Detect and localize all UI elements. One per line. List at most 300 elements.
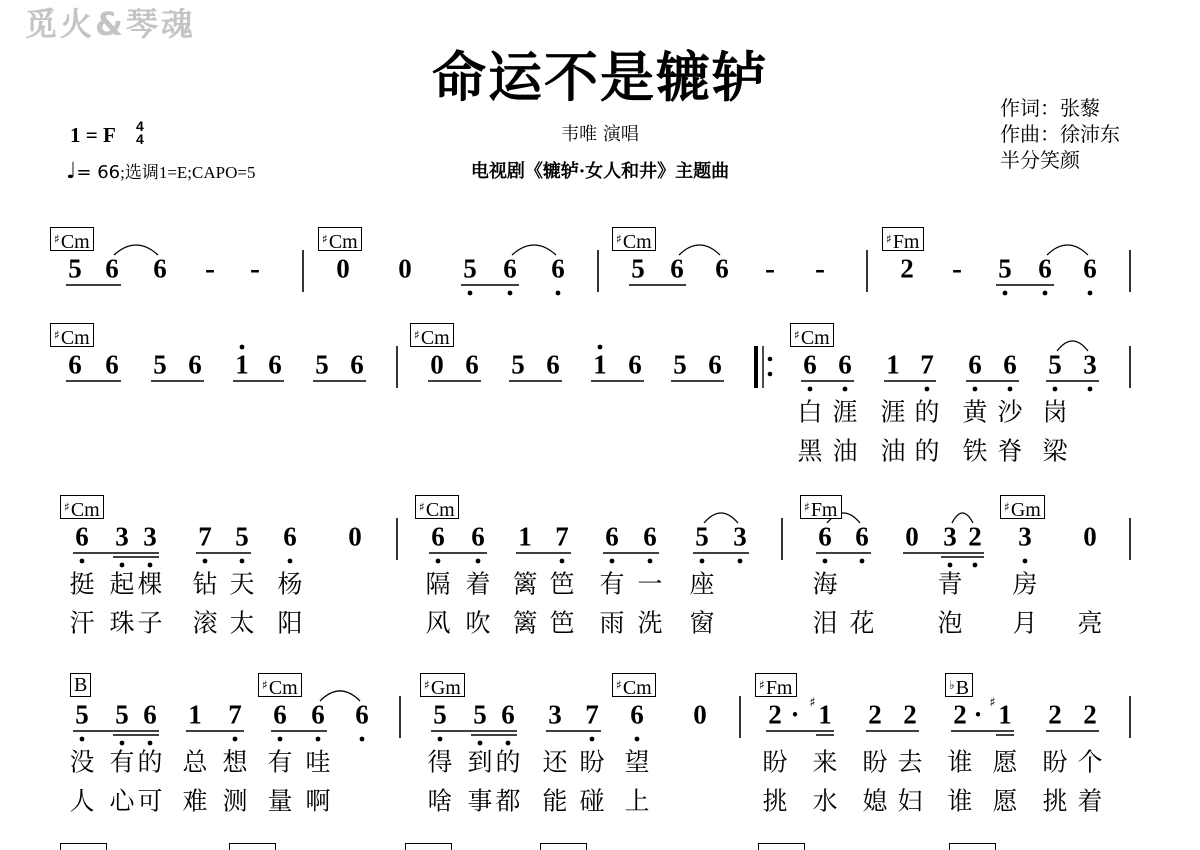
time-signature-top: 4	[136, 118, 144, 134]
lyric-char: 望	[624, 747, 650, 777]
note-digit: 7	[228, 699, 242, 730]
note	[250, 254, 260, 284]
lyric-char: 盼	[1042, 747, 1068, 777]
low-octave-dot	[468, 291, 473, 296]
low-octave-dot	[508, 291, 513, 296]
note-digit: 1	[886, 349, 900, 380]
note-digit: 5	[153, 349, 167, 380]
lyric-char: 媳	[862, 786, 888, 816]
low-octave-dot	[120, 741, 125, 746]
low-octave-dot	[360, 737, 365, 742]
lyric-char: 来	[812, 747, 838, 777]
note	[670, 253, 684, 284]
low-octave-dot	[700, 559, 705, 564]
note	[188, 349, 202, 380]
lyric-char: 篱	[512, 608, 538, 638]
low-octave-dot	[635, 737, 640, 742]
chord-box	[790, 323, 834, 347]
note-digit: 6	[471, 521, 485, 552]
chord-name: Fm	[765, 677, 793, 699]
note	[188, 699, 202, 730]
low-octave-dot	[556, 291, 561, 296]
lyric-char: 盼	[762, 747, 788, 777]
lyric-char: 还	[542, 747, 568, 777]
note	[968, 349, 982, 380]
low-octave-dot	[278, 737, 283, 742]
note	[838, 349, 852, 380]
lyric-char: 有	[599, 569, 625, 599]
note-digit: 0	[398, 253, 412, 284]
lyric-char: 油	[880, 436, 906, 466]
note-digit: 3	[548, 699, 562, 730]
lyric-char: 着	[465, 569, 491, 599]
lyric-char: 谁	[947, 747, 973, 777]
lyric-char: 月	[1012, 608, 1038, 638]
lyric-char: 海	[812, 569, 838, 599]
note	[605, 521, 619, 552]
lyric-char: 沙	[997, 397, 1023, 427]
low-octave-dot	[560, 559, 565, 564]
note	[143, 699, 157, 730]
note	[903, 699, 917, 730]
lyric-char: 挑	[762, 786, 788, 816]
note	[105, 349, 119, 380]
note-digit: 1	[998, 699, 1012, 730]
lyric-char: 笆	[549, 608, 575, 638]
note-digit: -	[952, 252, 962, 286]
repeat-dot	[768, 357, 773, 362]
note	[628, 349, 642, 380]
note-digit: 5	[631, 253, 645, 284]
low-octave-dot	[478, 741, 483, 746]
lyric-char: 脊	[997, 436, 1023, 466]
note-digit: 5	[463, 253, 477, 284]
note	[1083, 253, 1097, 284]
low-octave-dot	[316, 737, 321, 742]
key-signature: 1 = F	[70, 123, 116, 147]
chord-box	[1000, 495, 1045, 519]
note	[115, 699, 129, 730]
note	[465, 349, 479, 380]
lyric-char: 挺	[69, 569, 95, 599]
note-digit: 6	[501, 699, 515, 730]
note-digit: 2	[1083, 699, 1097, 730]
partial-chord-box	[60, 843, 107, 850]
lyric-char: 涯	[832, 397, 858, 427]
note-digit: 2	[900, 253, 914, 284]
note	[1048, 349, 1062, 380]
partial-chord-box	[949, 843, 996, 850]
note-digit: 7	[585, 699, 599, 730]
chord-box	[420, 673, 465, 697]
note-digit: 0	[336, 253, 350, 284]
repeat-dot	[768, 372, 773, 377]
chord-box	[415, 495, 459, 519]
note	[555, 521, 569, 552]
note-digit: 6	[968, 349, 982, 380]
partial-chord-box	[229, 843, 276, 850]
note-digit: 6	[105, 253, 119, 284]
note-digit: 6	[143, 699, 157, 730]
lyric-char: 亮	[1077, 608, 1103, 638]
low-octave-dot	[1003, 291, 1008, 296]
chord-accidental: ♯	[419, 500, 425, 514]
chord-accidental: ♯	[886, 232, 892, 246]
chord-name: Cm	[60, 327, 90, 349]
lyric-char: 测	[222, 786, 248, 816]
note-digit: 3	[943, 521, 957, 552]
lyric-char: 去	[897, 747, 923, 777]
lyric-char: 有	[109, 747, 135, 777]
note	[1048, 699, 1062, 730]
chord-name: B	[74, 674, 88, 696]
lyric-char: 阳	[277, 608, 303, 638]
lyric-char: 黄	[962, 397, 988, 427]
note-digit: 6	[105, 349, 119, 380]
note	[235, 349, 249, 380]
note	[503, 253, 517, 284]
note	[593, 349, 607, 380]
low-octave-dot	[1008, 387, 1013, 392]
note	[315, 349, 329, 380]
note-digit: 5	[235, 521, 249, 552]
lyric-char: 难	[182, 786, 208, 816]
note	[501, 699, 515, 730]
note	[973, 699, 983, 730]
note	[673, 349, 687, 380]
chord-name: Cm	[70, 499, 100, 521]
chord-name: Cm	[268, 677, 298, 699]
note	[765, 254, 775, 284]
note	[348, 521, 362, 552]
note	[143, 521, 157, 552]
lyric-char: 洗	[637, 608, 663, 638]
note-digit: 6	[75, 521, 89, 552]
note	[1083, 699, 1097, 730]
lyric-char: 都	[495, 786, 521, 816]
note	[943, 521, 957, 552]
note	[350, 349, 364, 380]
low-octave-dot	[148, 741, 153, 746]
note-digit: -	[765, 252, 775, 286]
low-octave-dot	[148, 563, 153, 568]
low-octave-dot	[288, 559, 293, 564]
note-digit: 6	[1083, 253, 1097, 284]
lyric-char: 的	[495, 747, 521, 777]
partial-chord-box	[540, 843, 587, 850]
low-octave-dot	[738, 559, 743, 564]
low-octave-dot	[648, 559, 653, 564]
note	[205, 254, 215, 284]
note-digit: 6	[431, 521, 445, 552]
song-title: 命运不是辘轳	[432, 45, 768, 109]
lyric-char: 油	[832, 436, 858, 466]
low-octave-dot	[973, 387, 978, 392]
note	[855, 521, 869, 552]
chord-accidental: ♯	[794, 328, 800, 342]
note-accidental: ♯	[989, 695, 996, 711]
note-digit: 6	[355, 699, 369, 730]
low-octave-dot	[808, 387, 813, 392]
note	[585, 699, 599, 730]
lyric-char: 能	[542, 786, 568, 816]
lyric-char: 可	[137, 786, 163, 816]
chord-name: Fm	[810, 499, 838, 521]
low-octave-dot	[948, 563, 953, 568]
note-digit: 7	[920, 349, 934, 380]
chord-box	[60, 495, 104, 519]
note-digit: 6	[838, 349, 852, 380]
note-digit: 5	[673, 349, 687, 380]
note	[355, 699, 369, 730]
note-digit: -	[205, 252, 215, 286]
chord-box	[410, 323, 454, 347]
lyric-char: 太	[229, 608, 255, 638]
lyric-char: 钻	[192, 569, 218, 599]
note	[803, 349, 817, 380]
chord-name: Cm	[60, 231, 90, 253]
tie-arc	[114, 245, 158, 255]
low-octave-dot	[973, 563, 978, 568]
note	[283, 521, 297, 552]
note-digit: 6	[350, 349, 364, 380]
note-digit: 5	[473, 699, 487, 730]
subtitle: 电视剧《辘轳·女人和井》主题曲	[470, 161, 730, 182]
chord-box	[258, 673, 302, 697]
note	[511, 349, 525, 380]
lyric-char: 棵	[137, 569, 163, 599]
note	[551, 253, 565, 284]
chord-box	[50, 227, 94, 251]
chord-name: Cm	[622, 231, 652, 253]
lyric-char: 总	[182, 747, 208, 777]
lyric-char: 谁	[947, 786, 973, 816]
note	[548, 699, 562, 730]
chord-box	[612, 227, 656, 251]
note-digit: 3	[115, 521, 129, 552]
lyric-char: 哇	[305, 747, 331, 777]
note-digit: ·	[973, 699, 983, 730]
low-octave-dot	[120, 563, 125, 568]
note-digit: 6	[273, 699, 287, 730]
note-digit: 1	[593, 349, 607, 380]
note-digit: 6	[818, 521, 832, 552]
high-octave-dot	[598, 345, 603, 350]
chord-accidental: ♯	[616, 232, 622, 246]
lyric-char: 起	[109, 569, 135, 599]
tie-arc	[320, 691, 360, 701]
lyric-char: 岗	[1042, 397, 1068, 427]
chord-box	[50, 323, 94, 347]
note	[546, 349, 560, 380]
note-digit: -	[250, 252, 260, 286]
note	[1083, 349, 1097, 380]
lyric-char: 水	[812, 786, 838, 816]
chord-accidental: ♯	[424, 678, 430, 692]
lyric-char: 铁	[962, 436, 988, 466]
low-octave-dot	[203, 559, 208, 564]
note-digit: 6	[855, 521, 869, 552]
note	[998, 253, 1012, 284]
note-digit: 6	[283, 521, 297, 552]
lyric-char: 事	[467, 786, 493, 816]
note	[518, 521, 532, 552]
note-digit: 1	[518, 521, 532, 552]
note-digit: 6	[311, 699, 325, 730]
note-digit: 5	[115, 699, 129, 730]
note	[153, 253, 167, 284]
note	[968, 521, 982, 552]
lyric-char: 青	[937, 569, 963, 599]
note-digit: 5	[1048, 349, 1062, 380]
lyric-char: 想	[222, 747, 248, 777]
quarter-note-icon: ♩	[66, 159, 77, 184]
note	[1018, 521, 1032, 552]
low-octave-dot	[823, 559, 828, 564]
lyric-char: 的	[137, 747, 163, 777]
note-digit: 0	[430, 349, 444, 380]
low-octave-dot	[925, 387, 930, 392]
low-octave-dot	[1053, 387, 1058, 392]
lyric-char: 珠	[109, 608, 135, 638]
note	[463, 253, 477, 284]
note-digit: 2	[968, 521, 982, 552]
tie-arc	[512, 245, 556, 255]
chord-accidental: ♯	[64, 500, 70, 514]
lyric-char: 梁	[1042, 436, 1068, 466]
low-octave-dot	[80, 737, 85, 742]
note	[905, 521, 919, 552]
note	[430, 349, 444, 380]
lyric-char: 白	[797, 397, 823, 427]
note	[920, 349, 934, 380]
note-digit: 2	[1048, 699, 1062, 730]
note-digit: 6	[803, 349, 817, 380]
note-digit: 5	[75, 699, 89, 730]
lyric-char: 得	[427, 747, 453, 777]
note-digit: 2	[953, 699, 967, 730]
lyric-char: 窗	[689, 608, 715, 638]
note-digit: 5	[998, 253, 1012, 284]
note-digit: 0	[1083, 521, 1097, 552]
note	[235, 521, 249, 552]
note	[433, 699, 447, 730]
chord-accidental: ♯	[54, 328, 60, 342]
note	[715, 253, 729, 284]
low-octave-dot	[436, 559, 441, 564]
chord-accidental: ♯	[54, 232, 60, 246]
note-digit: 6	[188, 349, 202, 380]
note-digit: 3	[1018, 521, 1032, 552]
lyric-char: 一	[637, 569, 663, 599]
lyric-char: 花	[849, 608, 875, 638]
low-octave-dot	[590, 737, 595, 742]
lyricist-credit: 作词：张藜	[1000, 96, 1100, 120]
chord-box	[70, 673, 91, 697]
lyric-char: 子	[137, 608, 163, 638]
note-digit: 0	[693, 699, 707, 730]
composer-credit: 作曲：徐沛东	[1000, 122, 1120, 146]
lyric-char: 量	[267, 786, 293, 816]
note-digit: 5	[695, 521, 709, 552]
note	[1038, 253, 1052, 284]
lyric-char: 盼	[579, 747, 605, 777]
lyric-char: 涯	[880, 397, 906, 427]
note-digit: 2	[868, 699, 882, 730]
lyric-char: 到	[467, 747, 493, 777]
note-digit: 6	[708, 349, 722, 380]
lyric-char: 雨	[599, 608, 625, 638]
lyric-char: 泪	[812, 608, 838, 638]
note-accidental: ♯	[809, 695, 816, 711]
low-octave-dot	[610, 559, 615, 564]
time-signature-bottom: 4	[136, 131, 144, 147]
note	[115, 521, 129, 552]
partial-chord-box	[405, 843, 452, 850]
note	[953, 699, 967, 730]
note-digit: 6	[1003, 349, 1017, 380]
note-digit: 6	[715, 253, 729, 284]
lyric-char: 啥	[427, 786, 453, 816]
note	[815, 254, 825, 284]
note	[105, 253, 119, 284]
note	[693, 699, 707, 730]
lyric-char: 泡	[937, 608, 963, 638]
note-digit: 6	[546, 349, 560, 380]
lyric-char: 隔	[425, 569, 451, 599]
chord-accidental: ♯	[322, 232, 328, 246]
note-digit: 0	[905, 521, 919, 552]
lyric-char: 座	[689, 569, 715, 599]
chord-accidental: ♯	[804, 500, 810, 514]
lyric-char: 人	[69, 786, 95, 816]
note-digit: ·	[790, 699, 800, 730]
chord-name: Fm	[892, 231, 920, 253]
chord-accidental: ♯	[262, 678, 268, 692]
chord-accidental: ♯	[1004, 500, 1010, 514]
lyric-char: 啊	[305, 786, 331, 816]
note	[431, 521, 445, 552]
lyric-char: 盼	[862, 747, 888, 777]
note-digit: 6	[1038, 253, 1052, 284]
tempo-value: = 66	[76, 162, 121, 183]
note-digit: 1	[818, 699, 832, 730]
note	[68, 349, 82, 380]
note-digit: 0	[348, 521, 362, 552]
lyric-char: 汗	[69, 608, 95, 638]
chord-accidental: ♯	[616, 678, 622, 692]
note	[989, 695, 1012, 730]
note-digit: 7	[555, 521, 569, 552]
tie-arc	[1047, 245, 1088, 255]
lyric-char: 房	[1012, 569, 1038, 599]
note-digit: 6	[643, 521, 657, 552]
note	[228, 699, 242, 730]
low-octave-dot	[1088, 291, 1093, 296]
chord-name: Cm	[425, 499, 455, 521]
note-digit: 5	[315, 349, 329, 380]
lyric-char: 的	[914, 436, 940, 466]
chord-accidental: ♯	[759, 678, 765, 692]
note-digit: 6	[630, 699, 644, 730]
chord-box	[755, 673, 797, 697]
lyric-char: 吹	[465, 608, 491, 638]
note-digit: 6	[551, 253, 565, 284]
lyric-char: 着	[1077, 786, 1103, 816]
low-octave-dot	[1043, 291, 1048, 296]
note	[886, 349, 900, 380]
note	[809, 695, 832, 730]
